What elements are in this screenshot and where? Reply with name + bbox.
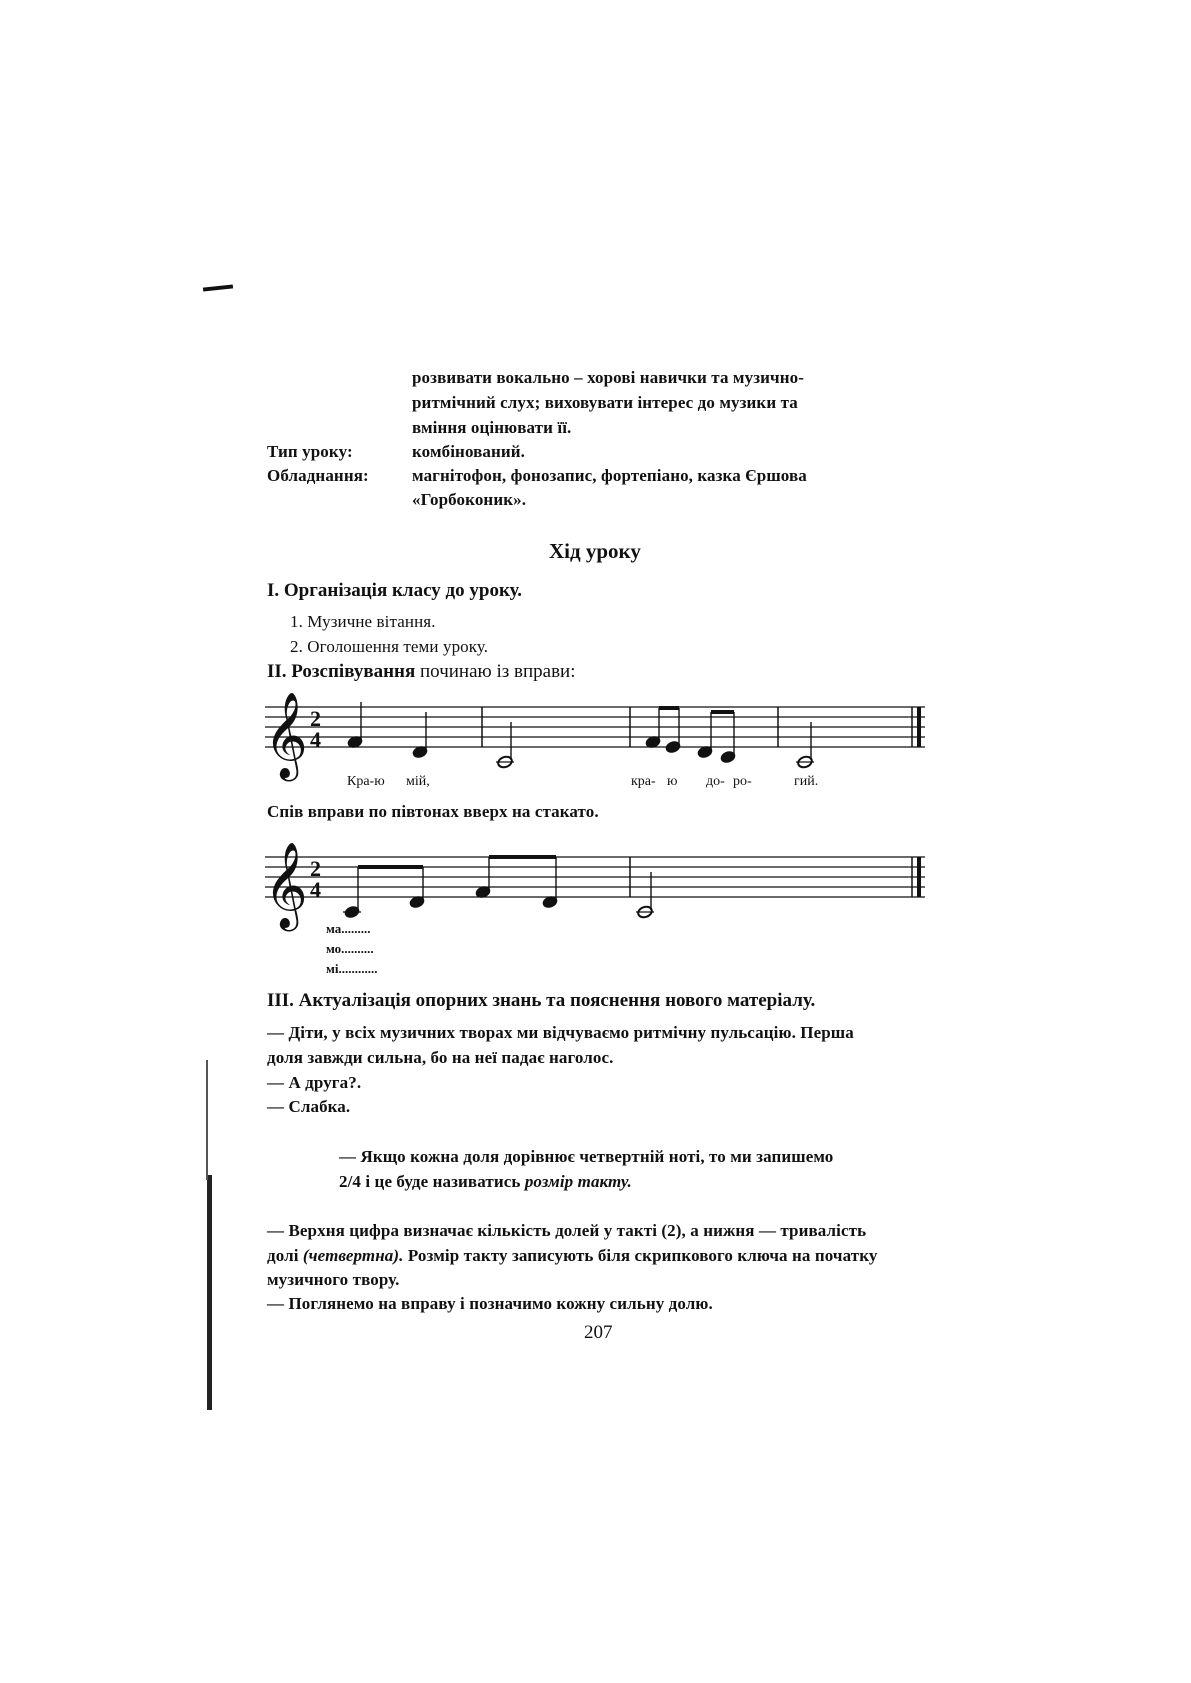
lyric-3: кра- — [631, 774, 656, 789]
scan-corner-mark — [203, 284, 233, 291]
lyric-2: мій, — [406, 774, 430, 789]
part3-p2-plain: 2/4 і це буде називатись — [339, 1172, 525, 1191]
treble-clef-icon-2: 𝄞 — [264, 842, 308, 928]
part1-item-1: 1. Музичне вітання. — [290, 612, 436, 631]
lyric-7: гий. — [794, 774, 819, 789]
syllable-mi: мі............ — [326, 961, 378, 976]
part3-p3-emphasis: (четвертна). — [302, 1246, 404, 1265]
lyric-5: до- — [706, 774, 725, 789]
part3-p2-line1: — Якщо кожна доля дорівнює четвертній ноті, то ми запишемо — [339, 1147, 834, 1166]
part3-p4: — Поглянемо на вправу і позначимо кожну сильну долю. — [267, 1294, 713, 1313]
scan-edge-line-thin — [206, 1060, 208, 1180]
part3-p2-emphasis: розмір такту. — [524, 1172, 632, 1191]
part3-p1-line1: — Діти, у всіх музичних творах ми відчуваємо ритмічну пульсацію. Перша — [267, 1023, 854, 1042]
part3-p2-line2 — [339, 1172, 632, 1192]
lyric-4: ю — [667, 774, 678, 789]
time-signature-bottom: 4 — [310, 727, 321, 752]
page-number: 207 — [584, 1322, 613, 1343]
syllable-ma: ма......... — [326, 921, 371, 936]
lyric-6: ро- — [733, 774, 752, 789]
lesson-type-label: Тип уроку: — [267, 442, 353, 461]
part3-p3-line3: музичного твору. — [267, 1270, 400, 1289]
part1-heading: І. Організація класу до уроку. — [267, 580, 522, 601]
syllable-mo: мо.......... — [326, 941, 374, 956]
part3-p1-line2: доля завжди сильна, бо на неї падає наголос. — [267, 1048, 614, 1067]
objectives-line-3: вміння оцінювати її. — [412, 418, 572, 437]
lyric-1: Кра-ю — [347, 774, 385, 789]
part2-heading — [267, 661, 576, 683]
equipment-label: Обладнання: — [267, 466, 369, 485]
part3-p3-plain2: Розмір такту записують біля скрипкового ключа на початку — [403, 1246, 878, 1265]
part3-p3-line1: — Верхня цифра визначає кількість долей у такті (2), а нижня — тривалість — [267, 1221, 867, 1240]
part1-item-2: 2. Оголошення теми уроку. — [290, 637, 489, 656]
time-signature-top-2: 2 — [310, 856, 321, 881]
part3-question: — А друга?. — [267, 1073, 362, 1092]
equipment-value-2: «Горбоконик». — [412, 490, 527, 509]
treble-clef-icon: 𝄞 — [264, 692, 308, 778]
part2-heading-bold: ІІ. Розспівування — [267, 661, 416, 682]
part3-p3-line2 — [267, 1246, 877, 1266]
part3-heading: ІІІ. Актуалізація опорних знань та пояснення нового матеріалу. — [267, 990, 816, 1011]
objectives-line-1: розвивати вокально – хорові навички та музично- — [412, 368, 804, 387]
scan-edge-line — [207, 1175, 212, 1410]
objectives-line-2: ритмічний слух; виховувати інтерес до музики та — [412, 393, 798, 412]
equipment-value-1: магнітофон, фонозапис, фортепіано, казка Єршова — [412, 466, 807, 485]
part3-p3-plain1: долі — [267, 1246, 303, 1265]
lesson-type-value: комбінований. — [412, 442, 526, 461]
part2-heading-rest: починаю із вправи: — [415, 661, 576, 682]
time-signature-top: 2 — [310, 706, 321, 731]
staccato-note: Спів вправи по півтонах вверх на стакато. — [267, 802, 599, 821]
section-title: Хід уроку — [549, 539, 641, 563]
part3-answer: — Слабка. — [267, 1097, 351, 1116]
time-signature-bottom-2: 4 — [310, 877, 321, 902]
